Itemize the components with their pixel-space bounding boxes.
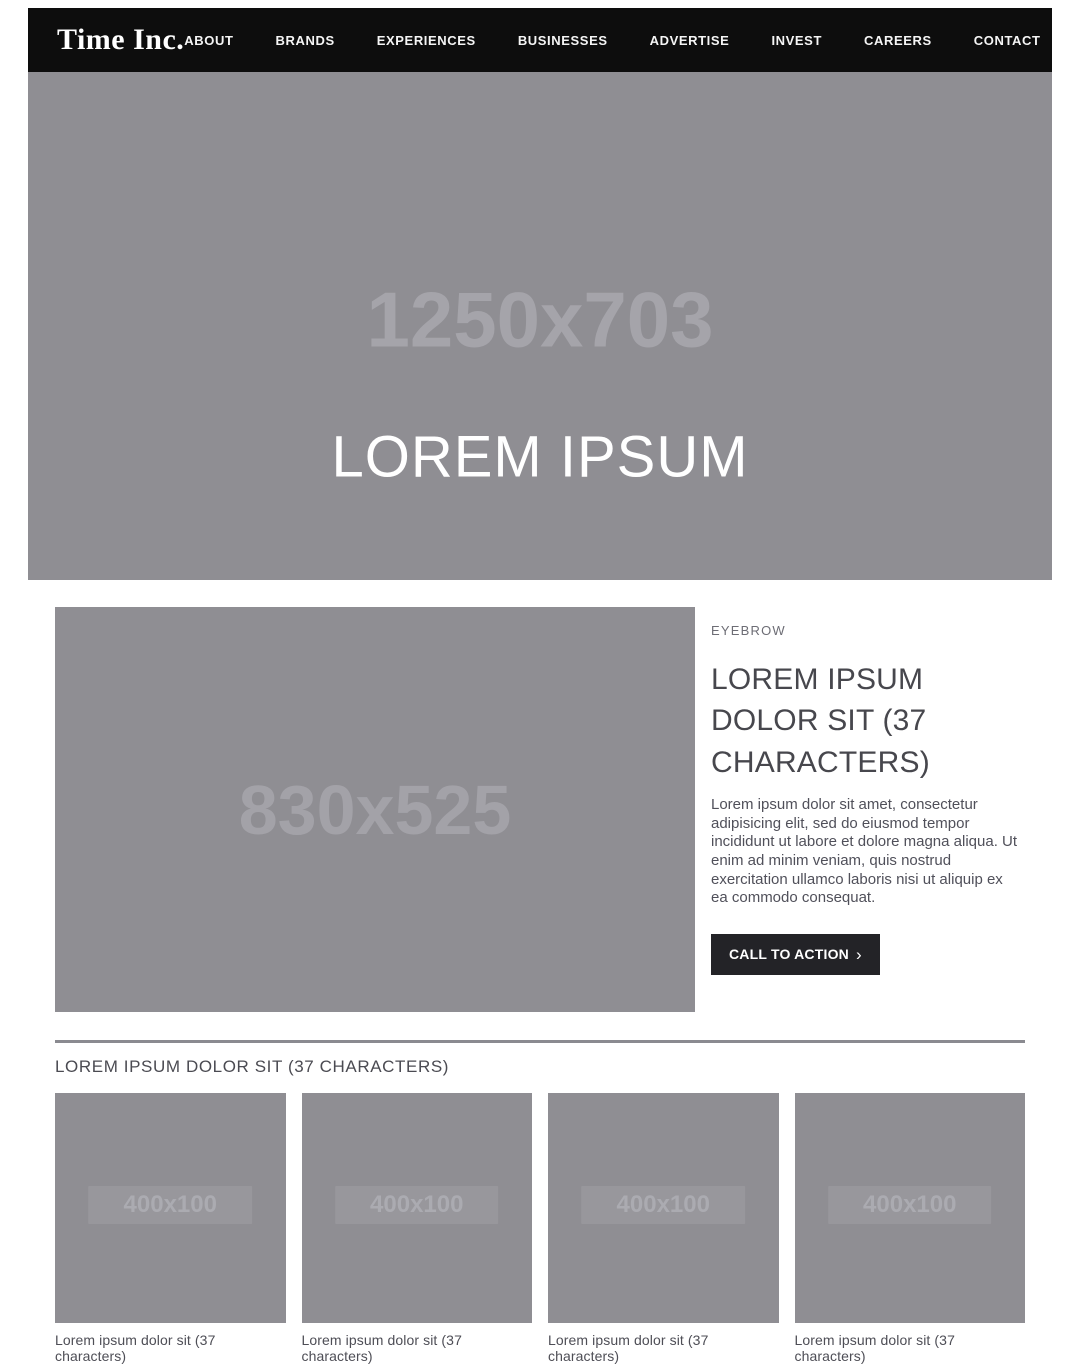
- time-inc-logo[interactable]: Time Inc.: [57, 23, 185, 56]
- chevron-right-icon: ›: [855, 944, 862, 964]
- card-3-inner-placeholder: [581, 1186, 745, 1224]
- card-grid: [55, 1093, 1025, 1364]
- card-1-image-placeholder: [55, 1093, 286, 1323]
- card-2-image-placeholder: [302, 1093, 533, 1323]
- card-2-image-label: 400x100: [370, 1190, 464, 1218]
- page-container: [28, 8, 1052, 1364]
- feature-image-label: 830x525: [238, 770, 512, 849]
- hero-title: LOREM IPSUM: [331, 424, 749, 490]
- card-3-image-placeholder: [548, 1093, 779, 1323]
- nav-item-careers[interactable]: CAREERS: [864, 32, 932, 48]
- cards-section: [55, 1040, 1025, 1364]
- card-4-image-label: 400x100: [863, 1190, 957, 1218]
- card-1-inner-placeholder: [88, 1186, 252, 1224]
- hero-banner: [28, 72, 1052, 580]
- card-2[interactable]: [302, 1093, 533, 1364]
- nav-item-experiences[interactable]: EXPERIENCES: [376, 32, 476, 48]
- nav-item-invest[interactable]: INVEST: [771, 32, 822, 48]
- nav-item-contact[interactable]: CONTACT: [973, 32, 1041, 48]
- card-1-image-label: 400x100: [123, 1190, 217, 1218]
- cta-label: CALL TO ACTION: [729, 946, 849, 963]
- card-1[interactable]: [55, 1093, 286, 1364]
- feature-text-column: [711, 607, 1025, 1012]
- feature-section: [55, 607, 1025, 1012]
- card-4[interactable]: [795, 1093, 1026, 1364]
- hero-image-placeholder-label: 1250x703: [366, 275, 714, 364]
- card-2-inner-placeholder: [335, 1186, 499, 1224]
- card-3-caption: Lorem ipsum dolor sit (37 characters): [548, 1332, 709, 1364]
- top-nav-bar: [28, 8, 1052, 72]
- call-to-action-button[interactable]: [711, 934, 880, 975]
- cards-section-title: LOREM IPSUM DOLOR SIT (37 CHARACTERS): [55, 1057, 450, 1076]
- card-2-caption: Lorem ipsum dolor sit (37 characters): [301, 1332, 462, 1364]
- main-nav: [184, 33, 1040, 48]
- nav-item-brands[interactable]: BRANDS: [275, 32, 335, 48]
- nav-item-advertise[interactable]: ADVERTISE: [649, 32, 730, 48]
- card-1-caption: Lorem ipsum dolor sit (37 characters): [55, 1332, 216, 1364]
- eyebrow-label: EYEBROW: [711, 623, 786, 638]
- card-4-inner-placeholder: [828, 1186, 992, 1224]
- nav-item-about[interactable]: ABOUT: [184, 32, 234, 48]
- card-4-caption: Lorem ipsum dolor sit (37 characters): [794, 1332, 955, 1364]
- card-3[interactable]: [548, 1093, 779, 1364]
- card-4-image-placeholder: [795, 1093, 1026, 1323]
- card-3-image-label: 400x100: [616, 1190, 710, 1218]
- feature-image-placeholder: [55, 607, 695, 1012]
- nav-item-businesses[interactable]: BUSINESSES: [517, 32, 608, 48]
- feature-heading: LOREM IPSUM DOLOR SIT (37 CHARACTERS): [711, 663, 930, 779]
- feature-body-text: Lorem ipsum dolor sit amet, consectetur adipisicing elit, sed do eiusmod tempor incididunt ut labore et dolore magna aliqua. Ut enim ad minim veniam, quis nostrud exercitation ullamco laboris nisi ut aliquip ex ea commodo consequat.: [711, 796, 1018, 907]
